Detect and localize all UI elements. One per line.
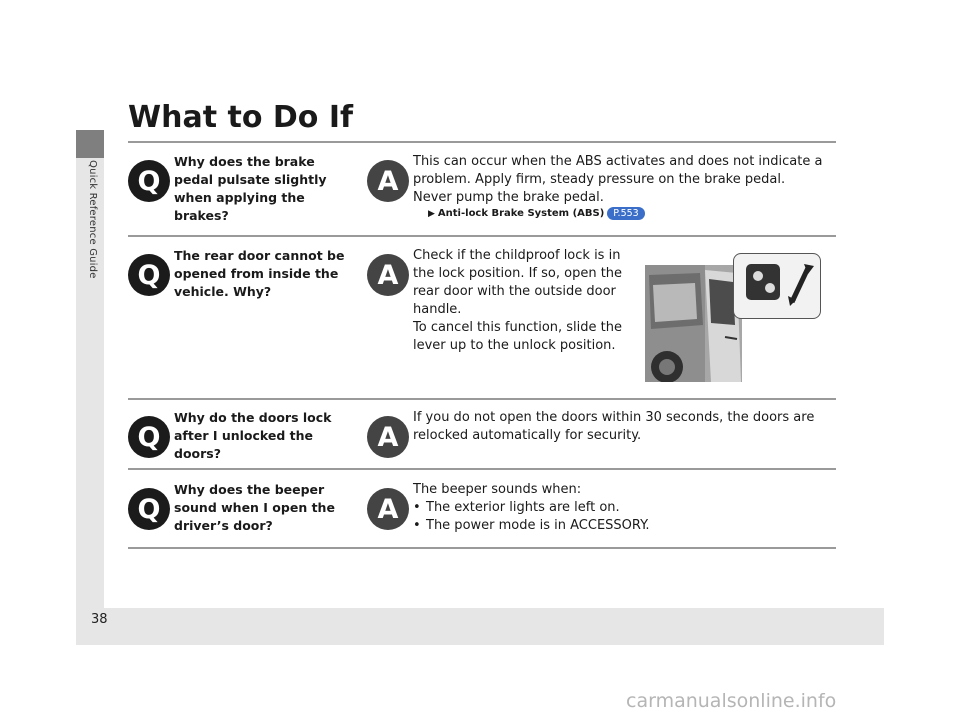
- answer-block: [413, 481, 823, 535]
- question-text: Why does the beeper sound when I open the driver’s door?: [174, 482, 335, 533]
- page-ref-pill[interactable]: P.553: [607, 207, 644, 220]
- divider: [128, 547, 836, 549]
- answer-badge: A: [367, 160, 409, 202]
- page-title: What to Do If: [128, 100, 354, 135]
- divider: [128, 398, 836, 400]
- sidebar-label: Quick Reference Guide: [87, 160, 98, 279]
- divider: [128, 235, 836, 237]
- bullet-icon: •: [413, 518, 421, 533]
- question-badge: Q: [128, 254, 170, 296]
- answer-bullets: [413, 499, 823, 535]
- bullet-item: [413, 499, 823, 517]
- watermark: carmanualsonline.info: [626, 690, 837, 712]
- answer-badge: A: [367, 254, 409, 296]
- answer-text: Check if the childproof lock is in the lock position. If so, open the rear door with the outside door handle.: [413, 248, 623, 317]
- divider: [128, 468, 836, 470]
- question-text: Why does the brake pedal pulsate slightly when applying the brakes?: [174, 154, 327, 223]
- xref-label[interactable]: Anti-lock Brake System (ABS): [437, 208, 605, 219]
- question-badge: Q: [128, 416, 170, 458]
- question-text: Why do the doors lock after I unlocked the doors?: [174, 410, 332, 461]
- sidebar-tab[interactable]: [76, 130, 104, 158]
- answer-text-continued: To cancel this function, slide the lever up to the unlock position.: [413, 320, 622, 353]
- childproof-lock-callout: [733, 253, 821, 319]
- question-badge: Q: [128, 160, 170, 202]
- bullet-item: [413, 517, 823, 535]
- rear-door-photo: [645, 265, 742, 382]
- question-badge: Q: [128, 488, 170, 530]
- page-number: 38: [91, 612, 108, 627]
- bullet-text: The power mode is in ACCESSORY.: [426, 518, 650, 533]
- answer-text: This can occur when the ABS activates and does not indicate a problem. Apply firm, steady pressure on the brake pedal. Never pump the brake pedal.: [413, 154, 823, 205]
- cross-reference[interactable]: [428, 207, 645, 220]
- bullet-icon: •: [413, 500, 421, 515]
- answer-badge: A: [367, 488, 409, 530]
- question-text: The rear door cannot be opened from inside the vehicle. Why?: [174, 248, 345, 299]
- answer-text: The beeper sounds when:: [413, 482, 582, 497]
- bullet-text: The exterior lights are left on.: [426, 500, 620, 515]
- divider: [128, 141, 836, 143]
- answer-badge: A: [367, 416, 409, 458]
- answer-text: If you do not open the doors within 30 seconds, the doors are relocked automatically for security.: [413, 410, 815, 443]
- xref-arrow-icon: ▶: [428, 208, 435, 219]
